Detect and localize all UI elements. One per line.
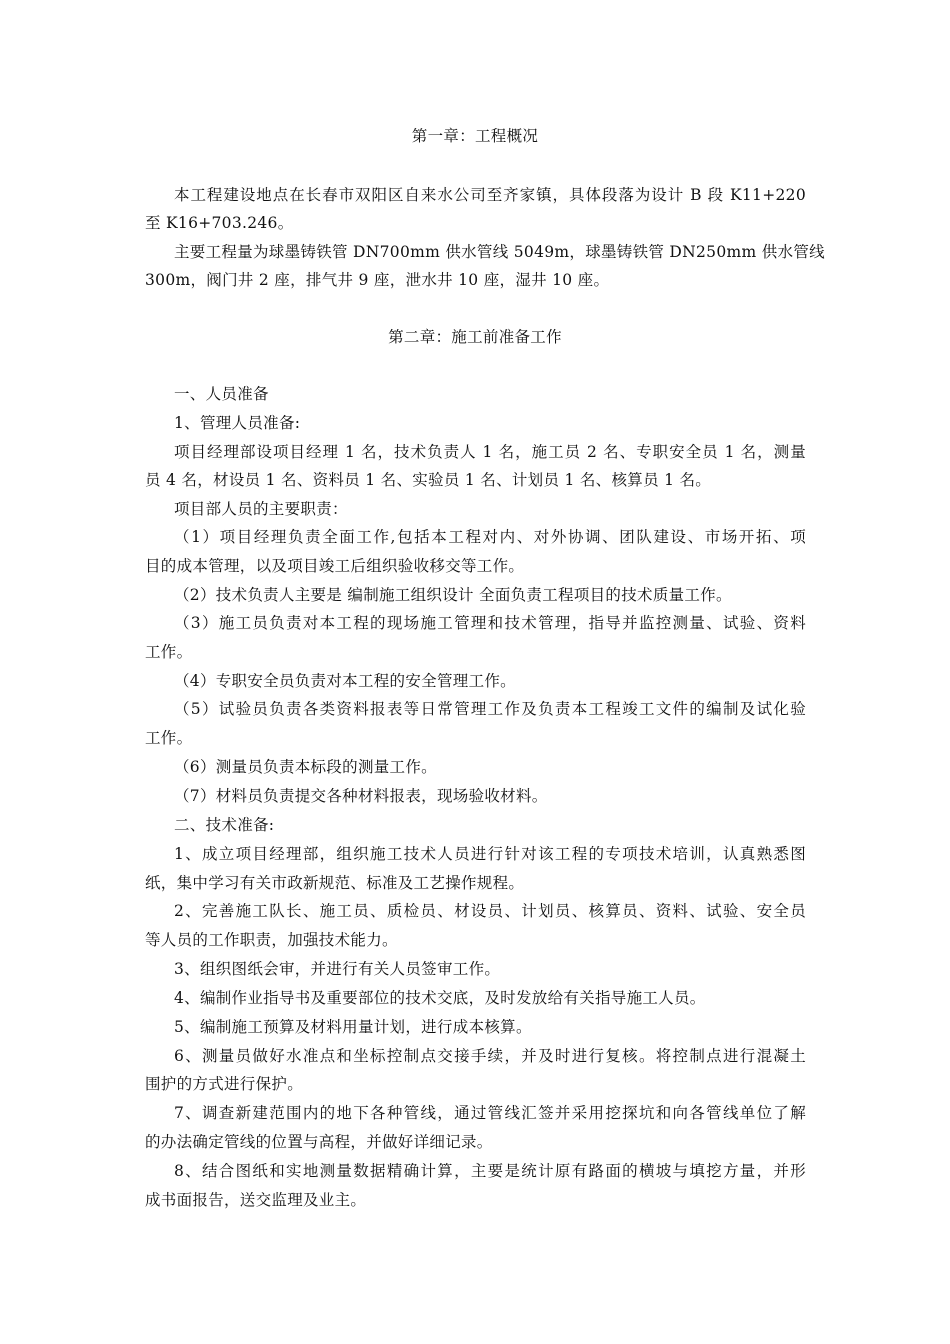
paragraph-line: （6）测量员负责本标段的测量工作。 [174, 758, 437, 776]
paragraph-line: 4、编制作业指导书及重要部位的技术交底，及时发放给有关指导施工人员。 [174, 989, 706, 1007]
paragraph-line: 本工程建设地点在长春市双阳区自来水公司至齐家镇，具体段落为设计 B 段 K11+220 [174, 186, 806, 204]
paragraph-line: 6、测量员做好水准点和坐标控制点交接手续，并及时进行复核。将控制点进行混凝土 [174, 1047, 806, 1065]
chapter-1-title: 第一章：工程概况 [411, 127, 539, 145]
paragraph-line: 员 4 名，材设员 1 名、资料员 1 名、实验员 1 名、计划员 1 名、核算员 1 名。 [145, 471, 712, 489]
paragraph-line: 项目部人员的主要职责： [174, 500, 348, 518]
paragraph-line: 300m，阀门井 2 座，排气井 9 座，泄水井 10 座，湿井 10 座。 [145, 271, 610, 289]
paragraph-line: 1、成立项目经理部，组织施工技术人员进行针对该工程的专项技术培训，认真熟悉图 [174, 845, 806, 863]
chapter-2-title: 第二章：施工前准备工作 [388, 328, 562, 346]
section-heading: 一、人员准备 [174, 385, 269, 403]
paragraph-line: 成书面报告，送交监理及业主。 [145, 1191, 367, 1209]
paragraph-line: 工作。 [145, 643, 193, 661]
paragraph-line: 至 K16+703.246。 [145, 214, 294, 232]
paragraph-line: （2）技术负责人主要是 编制施工组织设计 全面负责工程项目的技术质量工作。 [174, 586, 732, 604]
paragraph-line: 主要工程量为球墨铸铁管 DN700mm 供水管线 5049m，球墨铸铁管 DN250mm 供水管线 [174, 243, 825, 261]
paragraph-line: 围护的方式进行保护。 [145, 1075, 304, 1093]
paragraph-line: 工作。 [145, 729, 193, 747]
paragraph-line: 目的成本管理，以及项目竣工后组织验收移交等工作。 [145, 557, 525, 575]
paragraph-line: （7）材料员负责提交各种材料报表，现场验收材料。 [174, 787, 548, 805]
paragraph-line: （1）项目经理负责全面工作,包括本工程对内、对外协调、团队建设、市场开拓、项 [174, 528, 806, 546]
paragraph-line: 5、编制施工预算及材料用量计划，进行成本核算。 [174, 1018, 532, 1036]
paragraph-line: 2、完善施工队长、施工员、质检员、材设员、计划员、核算员、资料、试验、安全员 [174, 902, 806, 920]
section-heading: 二、技术准备: [174, 816, 275, 834]
paragraph-line: （4）专职安全员负责对本工程的安全管理工作。 [174, 672, 516, 690]
paragraph-line: 3、组织图纸会审，并进行有关人员签审工作。 [174, 960, 501, 978]
paragraph-line: 的办法确定管线的位置与高程，并做好详细记录。 [145, 1133, 493, 1151]
paragraph-line: 纸，集中学习有关市政新规范、标准及工艺操作规程。 [145, 874, 525, 892]
paragraph-line: （3）施工员负责对本工程的现场施工管理和技术管理，指导并监控测量、试验、资料 [174, 614, 806, 632]
paragraph-line: 项目经理部设项目经理 1 名，技术负责人 1 名，施工员 2 名、专职安全员 1 名，测量 [174, 443, 806, 461]
subsection-heading: 1、管理人员准备: [174, 414, 301, 432]
paragraph-line: 等人员的工作职责，加强技术能力。 [145, 931, 398, 949]
paragraph-line: 8、结合图纸和实地测量数据精确计算，主要是统计原有路面的横坡与填挖方量，并形 [174, 1162, 806, 1180]
paragraph-line: 7、调查新建范围内的地下各种管线，通过管线汇签并采用挖探坑和向各管线单位了解 [174, 1104, 806, 1122]
paragraph-line: （5）试验员负责各类资料报表等日常管理工作及负责本工程竣工文件的编制及试化验 [174, 700, 806, 718]
